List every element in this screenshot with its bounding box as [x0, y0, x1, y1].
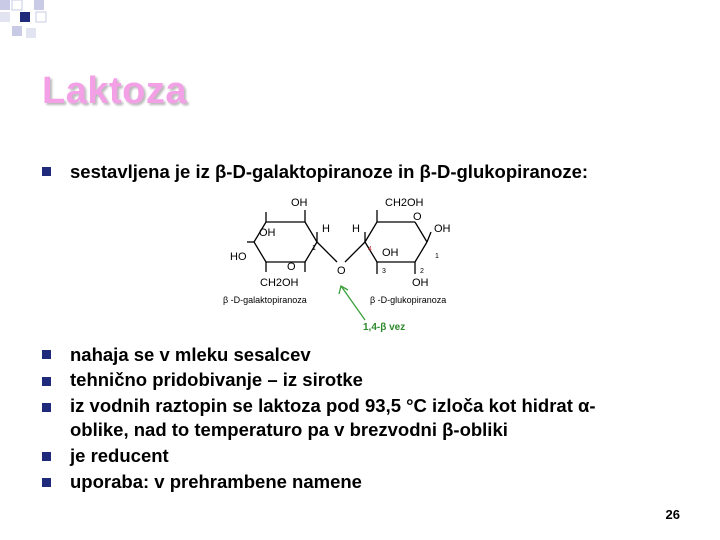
- label-o-ring-left: O: [287, 261, 296, 273]
- label-num-4: 4: [368, 246, 372, 253]
- label-ch2oh-left: CH2OH: [260, 277, 299, 289]
- bullet-text-usage: uporaba: v prehrambene namene: [70, 471, 362, 492]
- bullet-text-composition: sestavljena je iz β-D-galaktopiranoze in β-D-glukopiranoze:: [70, 161, 589, 182]
- label-num-3: 3: [382, 268, 386, 275]
- label-h-mid-right: H: [352, 223, 360, 235]
- label-ch2oh-right: CH2OH: [385, 197, 424, 209]
- corner-decoration: [0, 0, 60, 40]
- bullet-icon: [42, 478, 51, 487]
- slide-title: Laktoza: [42, 70, 187, 112]
- label-o-bridge: O: [337, 265, 346, 277]
- caption-glukopiranoza: β -D-glukopiranoza: [370, 295, 447, 305]
- label-num-1-left: 1: [312, 245, 316, 252]
- bullet-text-occurrence: nahaja se v mleku sesalcev: [70, 344, 311, 365]
- label-oh-top-left: OH: [291, 197, 308, 209]
- lactose-structure-diagram: [215, 192, 475, 334]
- bullet-icon: [42, 377, 51, 386]
- page-number: 26: [665, 507, 680, 522]
- caption-galaktopiranoza: β -D-galaktopiranoza: [223, 295, 307, 305]
- bullet-icon: [42, 452, 51, 461]
- label-h-mid-left: H: [322, 223, 330, 235]
- bullet-text-crystallization-continuation: oblike, nad to temperaturo pa v brezvodni β-obliki: [70, 419, 508, 440]
- bullet-icon: [42, 350, 51, 359]
- bond-label: 1,4-β vez: [363, 322, 406, 333]
- label-num-1-right: 1: [435, 253, 439, 260]
- label-oh-right-inner: OH: [382, 247, 399, 259]
- bullet-text-reducing: je reducent: [70, 445, 169, 466]
- label-ho-left: HO: [230, 251, 247, 263]
- label-oh-left-inner: OH: [259, 227, 276, 239]
- bullet-icon: [42, 167, 51, 176]
- label-num-2: 2: [420, 268, 424, 275]
- bullet-text-crystallization: iz vodnih raztopin se laktoza pod 93,5 °C izloča kot hidrat α-: [70, 395, 596, 416]
- bullet-text-production: tehnično pridobivanje – iz sirotke: [70, 369, 363, 390]
- label-oh-right: OH: [434, 223, 451, 235]
- bullet-icon: [42, 403, 51, 412]
- label-o-ring-right: O: [413, 211, 422, 223]
- label-oh-bottom-right: OH: [412, 277, 429, 289]
